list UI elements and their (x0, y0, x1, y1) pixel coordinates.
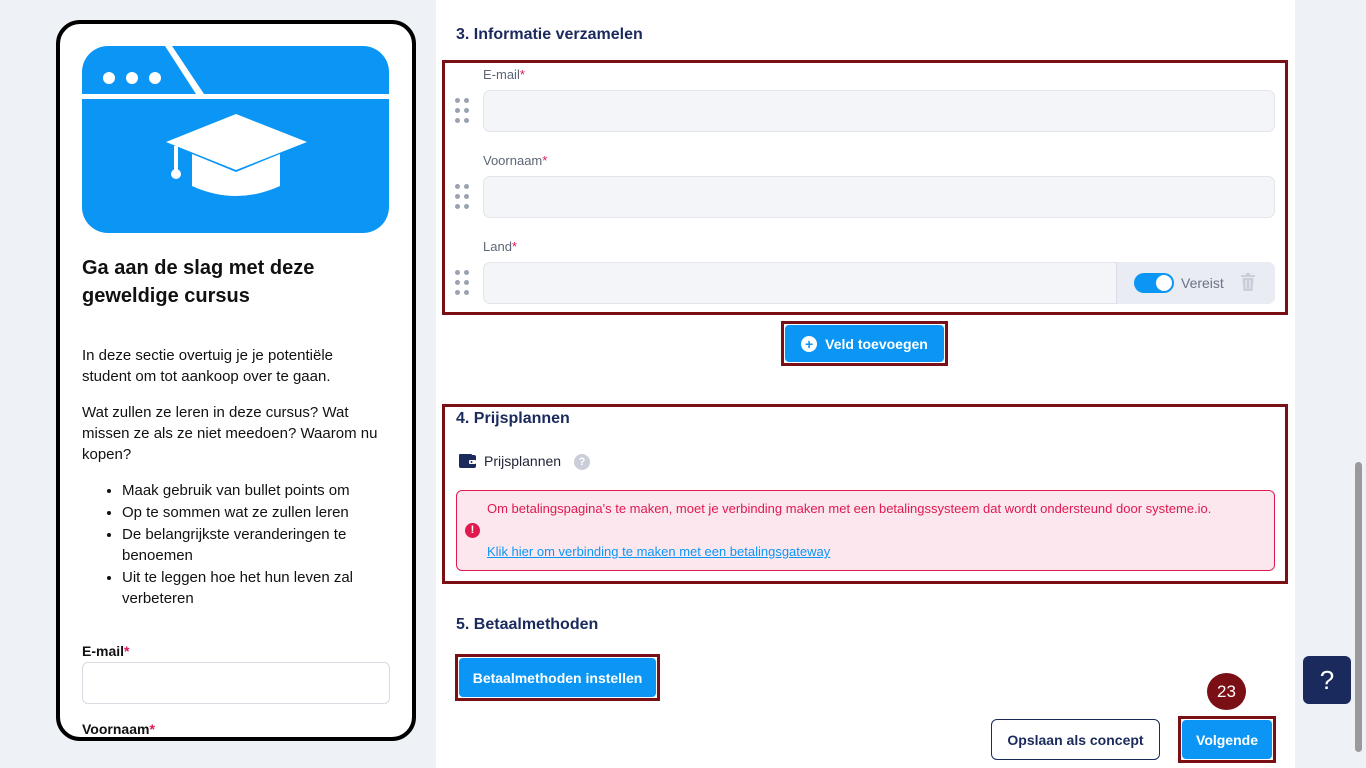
setup-payment-methods-button[interactable]: Betaalmethoden instellen (459, 658, 656, 697)
required-toggle[interactable] (1134, 273, 1174, 293)
field-label-email: E-mail* (483, 67, 525, 82)
section-5-title: 5. Betaalmethoden (456, 616, 599, 633)
first-name-field[interactable] (483, 176, 1275, 218)
help-button[interactable]: ? (1303, 656, 1351, 704)
step-badge: 23 (1207, 673, 1246, 710)
connect-gateway-link[interactable]: Klik hier om verbinding te maken met een betalingsgateway (487, 544, 831, 559)
plus-circle-icon: + (801, 336, 817, 352)
preview-bullet-list (82, 480, 382, 609)
scrollbar[interactable] (1355, 462, 1362, 752)
next-button[interactable]: Volgende (1182, 720, 1272, 759)
preview-bullet: • Op te sommen wat ze zullen leren (122, 502, 382, 523)
alert-icon: ! (465, 523, 480, 538)
preview-bullet: • Maak gebruik van bullet points om (122, 480, 382, 501)
preview-email-label: E-mail* (82, 643, 130, 659)
wallet-icon (459, 454, 476, 468)
preview-paragraph: In deze sectie overtuig je je potentiële student om tot aankoop over te gaan. (82, 347, 333, 385)
drag-handle-icon[interactable] (455, 184, 471, 210)
trash-icon[interactable] (1240, 273, 1256, 291)
field-label-country: Land* (483, 239, 517, 254)
pricing-plans-label: Prijsplannen (484, 453, 562, 469)
preview-bullet: • De belangrijkste veranderingen te benoemen (122, 524, 382, 566)
preview-paragraph: Wat zullen ze leren in deze cursus? Wat missen ze als ze niet meedoen? Waarom nu kopen? (82, 404, 378, 463)
field-label-first-name: Voornaam* (483, 153, 548, 168)
drag-handle-icon[interactable] (455, 98, 471, 124)
section-4-title: 4. Prijsplannen (456, 410, 570, 427)
drag-handle-icon[interactable] (455, 270, 471, 296)
course-preview-phone (56, 20, 416, 741)
graduation-cap-illustration (82, 46, 389, 233)
alert-message: Om betalingspagina's te maken, moet je verbinding maken met een betalingssysteem dat wordt ondersteund door systeme.io. (487, 501, 1212, 516)
preview-first-name-label: Voornaam* (82, 721, 155, 737)
section-3-title: 3. Informatie verzamelen (456, 26, 643, 43)
required-toggle-label: Vereist (1181, 275, 1224, 291)
email-field[interactable] (483, 90, 1275, 132)
help-icon[interactable]: ? (574, 454, 590, 470)
preview-body (82, 345, 382, 610)
save-draft-button[interactable]: Opslaan als concept (991, 719, 1160, 760)
preview-email-input[interactable] (82, 662, 390, 704)
preview-bullet: • Uit te leggen hoe het hun leven zal verbeteren (122, 567, 382, 609)
preview-title: Ga aan de slag met deze geweldige cursus (82, 257, 315, 307)
add-field-button[interactable]: + Veld toevoegen (785, 325, 944, 362)
toggle-knob (1156, 275, 1172, 291)
